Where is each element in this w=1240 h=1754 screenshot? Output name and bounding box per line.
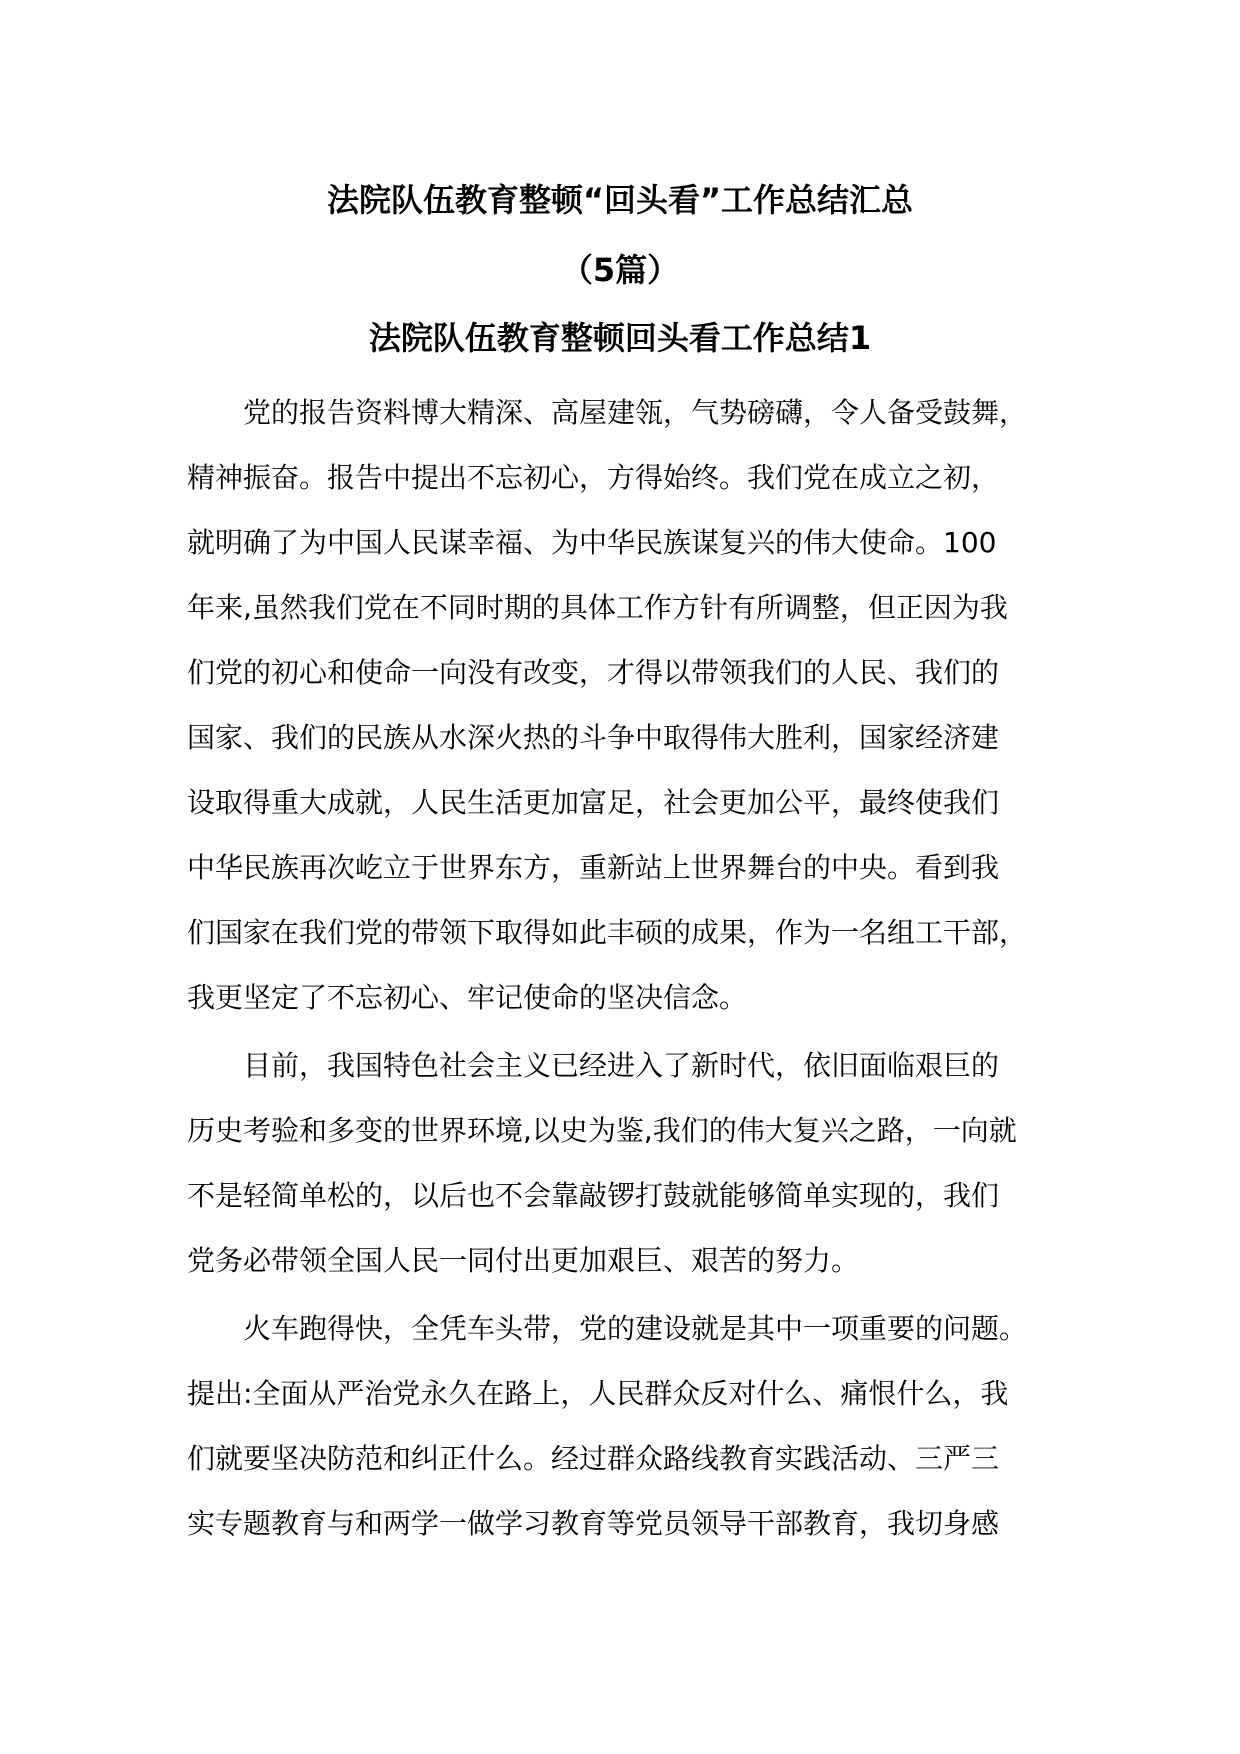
paragraph-line: 火车跑得快，全凭车头带，党的建设就是其中一项重要的问题。	[243, 1312, 1028, 1345]
paragraph-line: 设取得重大成就，人民生活更加富足，社会更加公平，最终使我们	[187, 786, 1000, 819]
paragraph-line: 提出:全面从严治党永久在路上，人民群众反对什么、痛恨什么，我	[187, 1377, 1009, 1410]
paragraph-line: 们国家在我们党的带领下取得如此丰硕的成果，作为一名组工干部，	[187, 916, 1028, 949]
paragraph-line: 实专题教育与和两学一做学习教育等党员领导干部教育，我切身感	[187, 1507, 1000, 1540]
paragraph-line: 不是轻简单松的，以后也不会靠敲锣打鼓就能够简单实现的，我们	[187, 1179, 1000, 1212]
section-heading: 法院队伍教育整顿回头看工作总结1	[368, 319, 872, 357]
paragraph-line: 党务必带领全国人民一同付出更加艰巨、艰苦的努力。	[187, 1244, 860, 1277]
document-title: 法院队伍教育整顿“回头看”工作总结汇总	[326, 181, 914, 219]
paragraph-2	[187, 1033, 1057, 1293]
paragraph-line: 中华民族再次屹立于世界东方，重新站上世界舞台的中央。看到我	[187, 851, 1000, 884]
paragraph-line: 党的报告资料博大精深、高屋建瓴，气势磅礴，令人备受鼓舞，	[243, 396, 1028, 429]
paragraph-line: 历史考验和多变的世界环境,以史为鉴,我们的伟大复兴之路，一向就	[187, 1114, 1017, 1147]
paragraph-line: 们党的初心和使命一向没有改变，才得以带领我们的人民、我们的	[187, 656, 1000, 689]
document-subtitle: （5篇）	[560, 251, 680, 289]
paragraph-3	[187, 1296, 1057, 1556]
body-text	[187, 380, 1057, 1559]
paragraph-line: 年来,虽然我们党在不同时期的具体工作方针有所调整，但正因为我	[187, 591, 1008, 624]
paragraph-1	[187, 380, 1057, 1030]
paragraph-line: 们就要坚决防范和纠正什么。经过群众路线教育实践活动、三严三	[187, 1442, 1000, 1475]
paragraph-line: 国家、我们的民族从水深火热的斗争中取得伟大胜利，国家经济建	[187, 721, 1000, 754]
paragraph-line: 我更坚定了不忘初心、牢记使命的坚决信念。	[187, 981, 748, 1014]
paragraph-line: 就明确了为中国人民谋幸福、为中华民族谋复兴的伟大使命。100	[187, 526, 997, 559]
paragraph-line: 目前，我国特色社会主义已经进入了新时代，依旧面临艰巨的	[243, 1049, 1000, 1082]
paragraph-line: 精神振奋。报告中提出不忘初心，方得始终。我们党在成立之初，	[187, 461, 1000, 494]
